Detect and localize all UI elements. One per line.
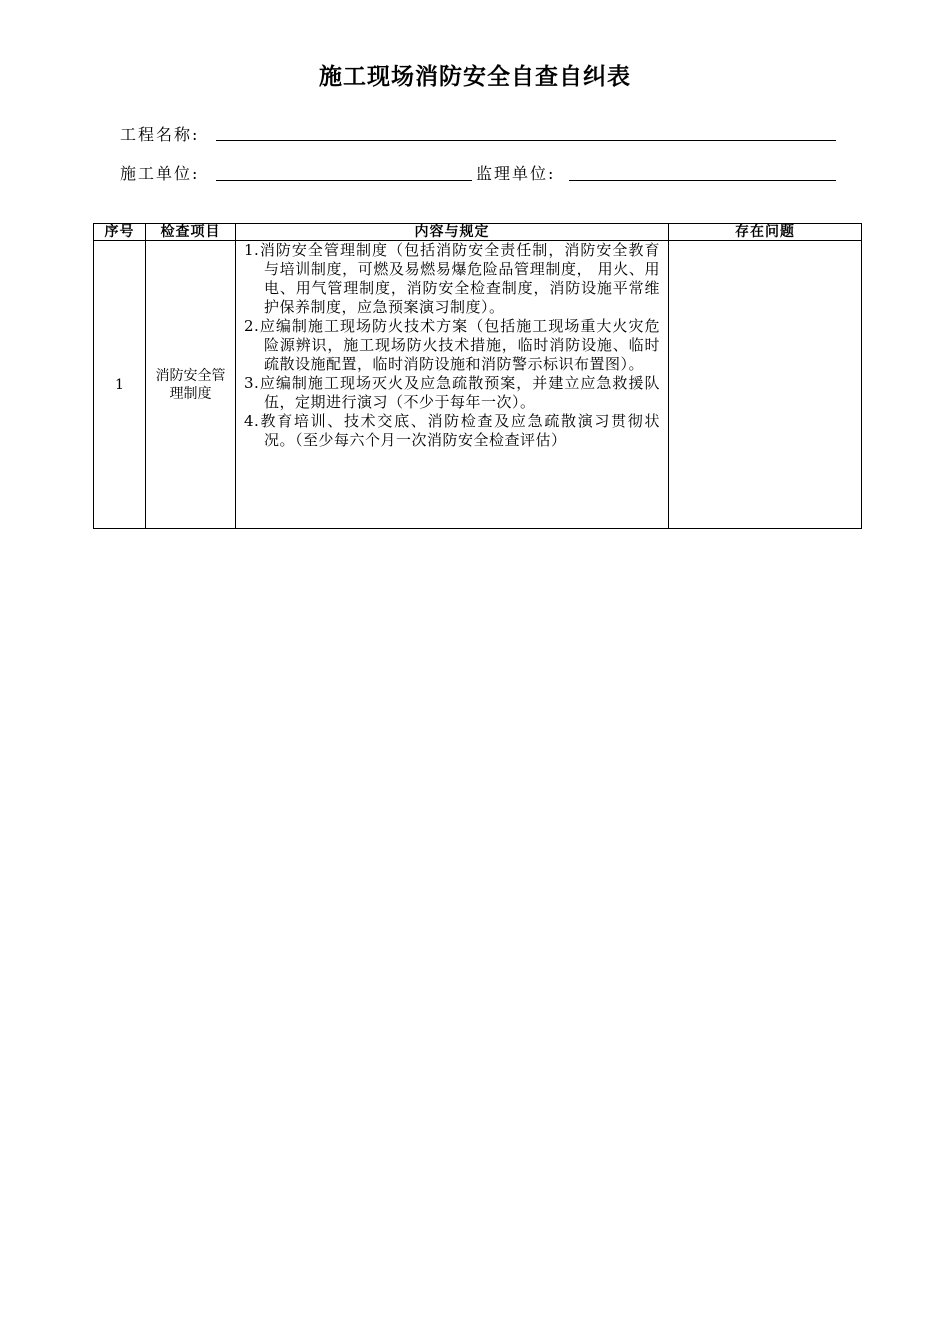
table-header-row — [94, 224, 862, 241]
header-no: 序号 — [94, 224, 146, 241]
rule-item: 4.教育培训、技术交底、消防检查及应急疏散演习贯彻状况。（至少每六个月一次消防安全检查评估） — [244, 412, 660, 449]
header-issues: 存在问题 — [669, 224, 862, 241]
supervision-unit-label: 监理单位: — [476, 164, 556, 183]
header-item: 检查项目 — [146, 224, 236, 241]
header-content: 内容与规定 — [236, 224, 669, 241]
rule-item: 1.消防安全管理制度（包括消防安全责任制，消防安全教育与培训制度，可燃及易燃易爆危险品管理制度， 用火、用电、用气管理制度，消防安全检查制度，消防设施平常维护保养制度，应急预案演习制度）。 — [244, 241, 660, 316]
row-no: 1 — [94, 241, 146, 529]
table-row — [94, 241, 862, 529]
page-title: 施工现场消防安全自查自纠表 — [319, 64, 631, 90]
row-check-item: 消防安全管理制度 — [146, 241, 236, 529]
project-name-label: 工程名称: — [120, 125, 200, 144]
row-issues-cell[interactable] — [669, 241, 862, 529]
project-name-field[interactable] — [216, 140, 836, 141]
construction-unit-field[interactable] — [216, 180, 472, 181]
checklist-table — [93, 223, 862, 529]
supervision-unit-field[interactable] — [569, 180, 836, 181]
rule-item: 2.应编制施工现场防火技术方案（包括施工现场重大火灾危险源辨识，施工现场防火技术措施，临时消防设施、临时疏散设施配置，临时消防设施和消防警示标识布置图）。 — [244, 317, 660, 373]
row-content — [236, 241, 669, 529]
construction-unit-label: 施工单位: — [120, 164, 200, 183]
rule-item: 3.应编制施工现场灭火及应急疏散预案，并建立应急救援队伍，定期进行演习（不少于每年一次）。 — [244, 374, 660, 411]
